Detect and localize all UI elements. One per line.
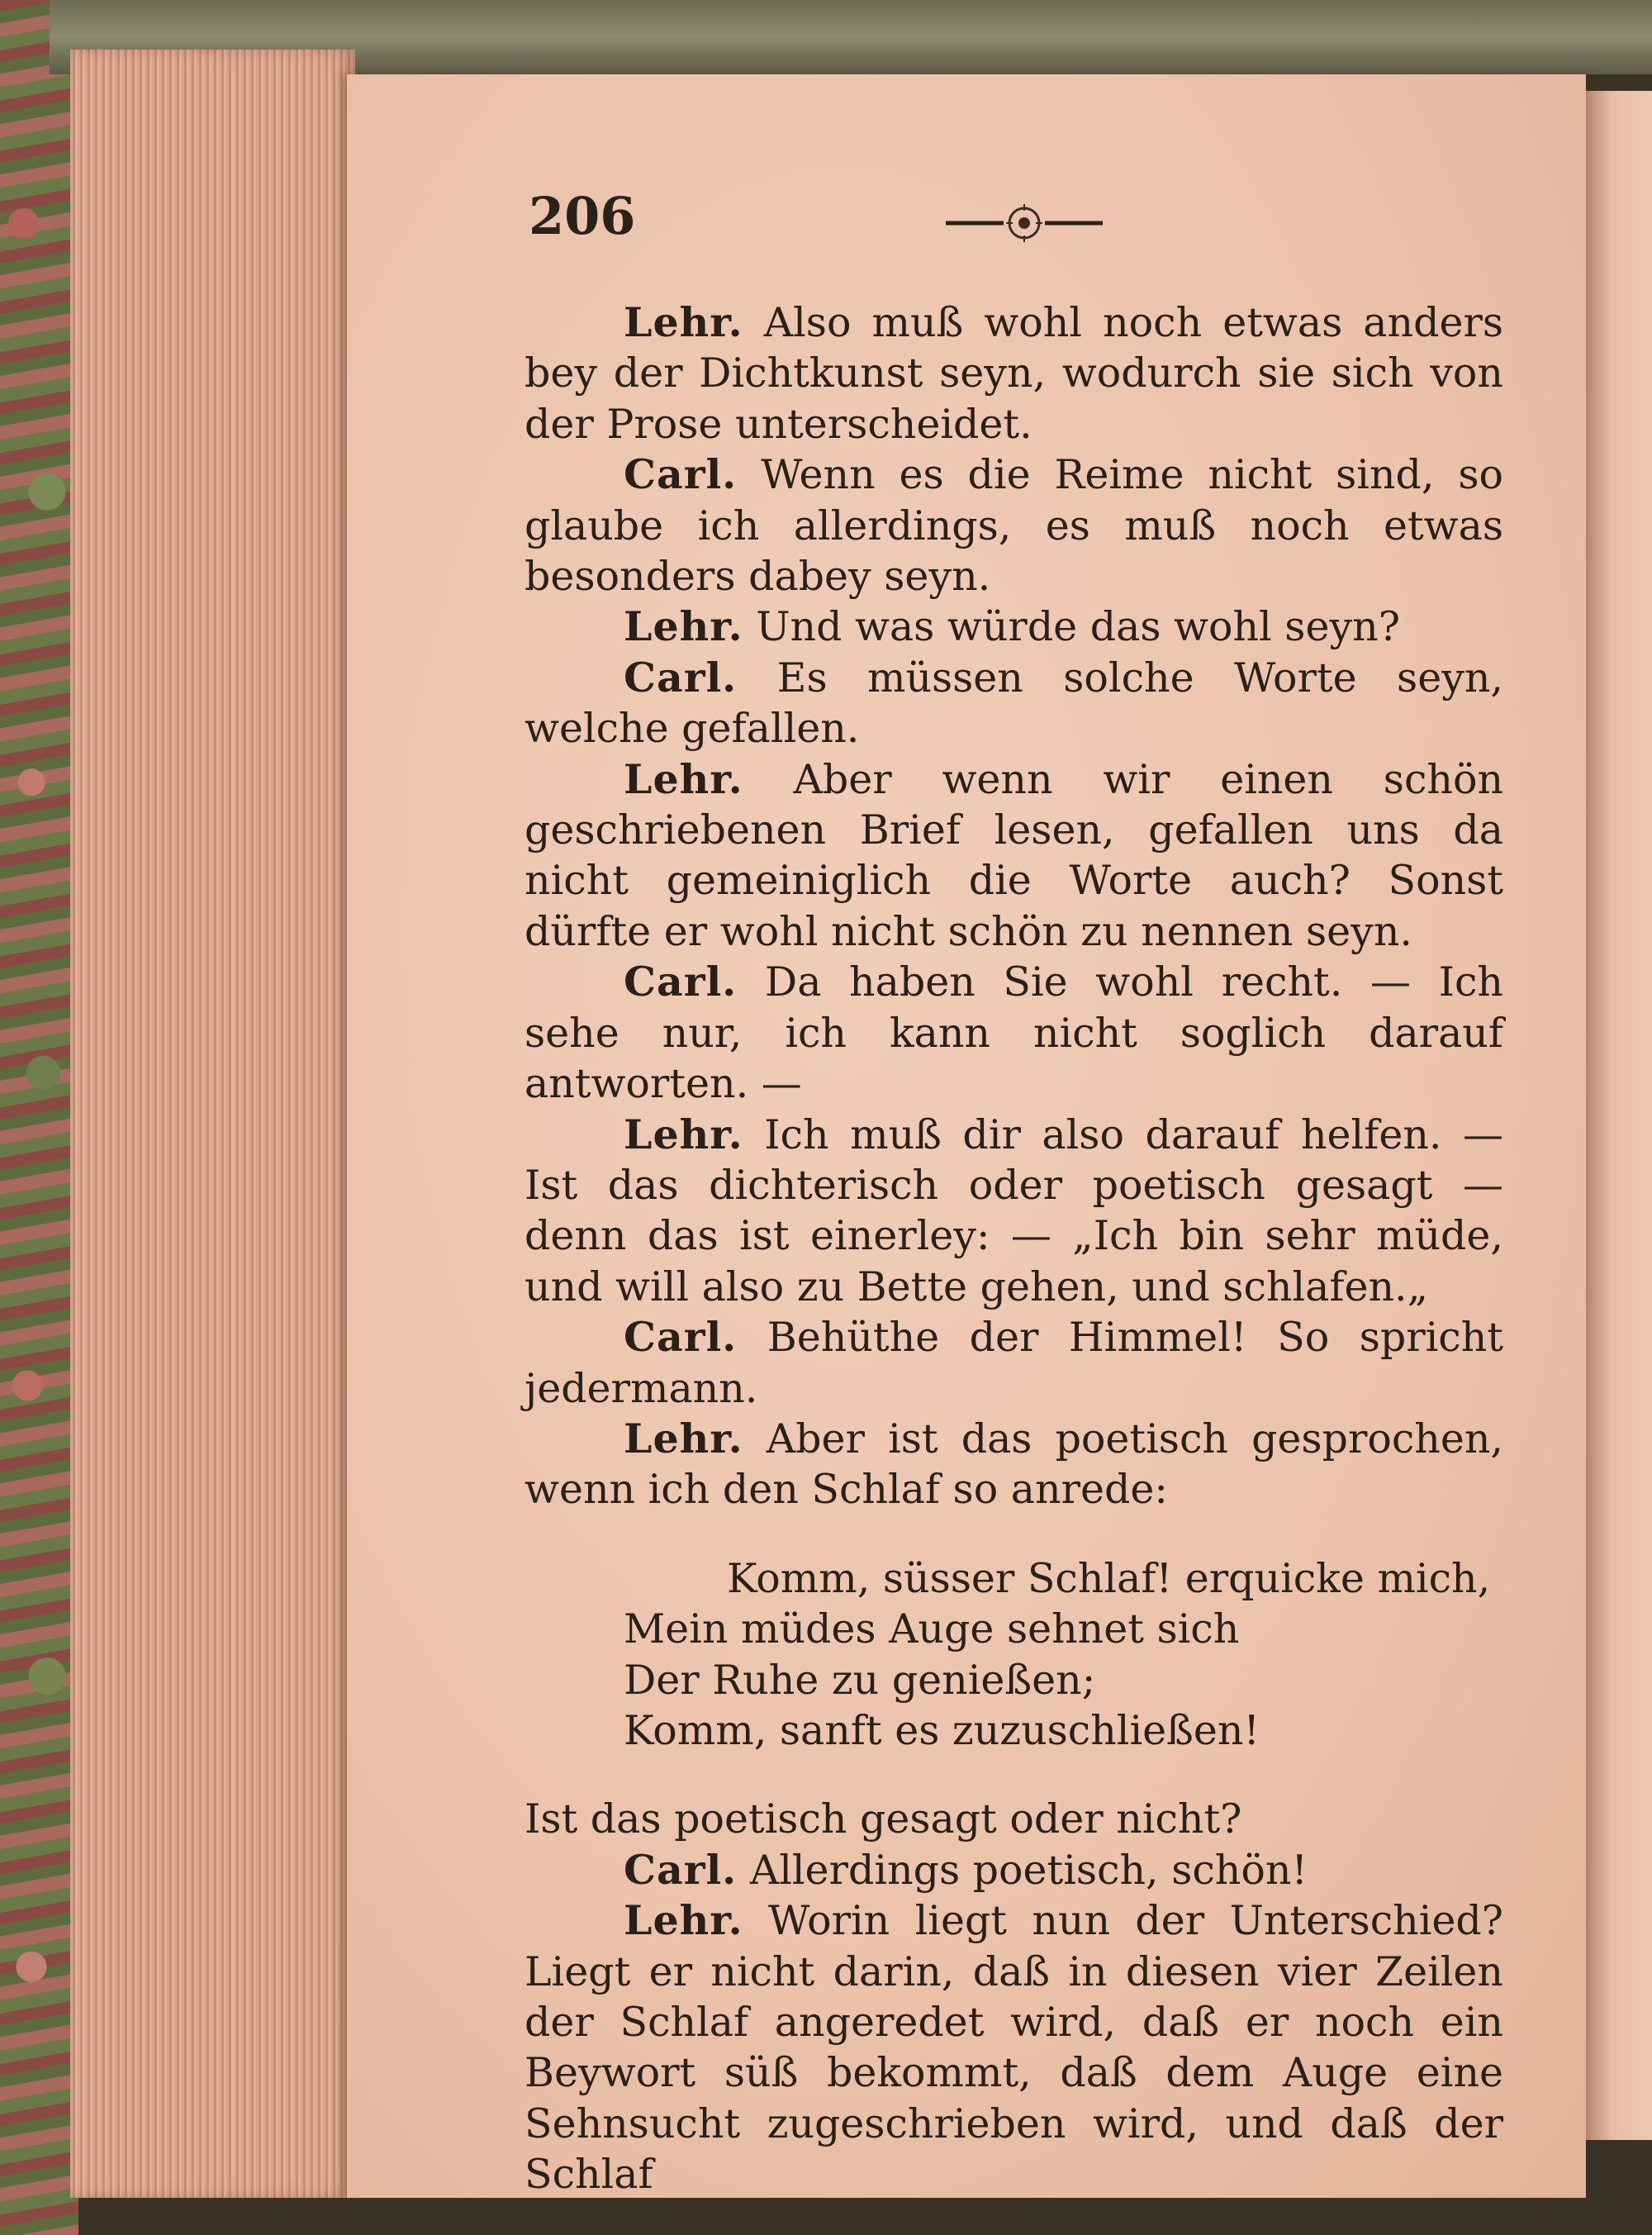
dialogue-paragraph bbox=[525, 1414, 1503, 1515]
dialogue-text: Und was würde das wohl seyn? bbox=[756, 603, 1400, 651]
speaker-name: Lehr. bbox=[624, 602, 743, 651]
verse-line: Komm, süsser Schlaf! erquicke mich, bbox=[727, 1554, 1491, 1602]
dialogue-paragraph bbox=[525, 1312, 1503, 1414]
speaker-name: Carl. bbox=[624, 450, 738, 499]
ornament-icon bbox=[942, 202, 1107, 244]
dialogue-paragraph bbox=[525, 957, 1503, 1109]
speaker-name: Lehr. bbox=[624, 754, 743, 803]
speaker-name: Lehr. bbox=[624, 1414, 743, 1462]
dialogue-text: Aber wenn wir einen schön geschriebenen Brief lesen, gefallen uns da nicht gemeiniglich die Worte auch? Sonst dürfte er wohl nicht schön zu nennen seyn. bbox=[525, 755, 1504, 955]
dialogue-paragraph bbox=[525, 754, 1503, 958]
dialogue-text: Es müssen solche Worte seyn, welche gefallen. bbox=[525, 654, 1504, 753]
dialogue-paragraph bbox=[525, 653, 1503, 754]
marbled-cover bbox=[0, 0, 78, 2235]
verse-block bbox=[525, 1553, 1503, 1757]
facing-page-edge bbox=[1586, 91, 1652, 2140]
dialogue-text: Behüthe der Himmel! So spricht jedermann. bbox=[525, 1314, 1503, 1412]
dialogue-paragraph bbox=[525, 297, 1503, 449]
speaker-name: Carl. bbox=[624, 1845, 738, 1894]
dialogue-text: Ich muß dir also darauf helfen. — Ist das dichterisch oder poetisch gesagt — denn das ist einerley: — „Ich bin sehr müde, und will also zu Bette gehen, und schlafen.„ bbox=[525, 1110, 1504, 1310]
dialogue-text: Da haben Sie wohl recht. — Ich sehe nur, ich kann nicht soglich darauf antworten. — bbox=[525, 958, 1503, 1108]
dialogue-paragraph bbox=[525, 602, 1503, 652]
speaker-name: Carl. bbox=[624, 1313, 738, 1362]
speaker-name: Lehr. bbox=[624, 298, 743, 346]
body-line: Ist das poetisch gesagt oder nicht? bbox=[525, 1795, 1242, 1843]
dialogue-text: Worin liegt nun der Unterschied? Liegt er nicht darin, daß in diesen vier Zeilen der Schlaf angeredet wird, daß er noch ein Beywort süß bekommt, daß dem Auge eine Sehnsucht zugeschrieben wird, und daß der Schlaf bbox=[525, 1897, 1504, 2199]
page-edges bbox=[70, 50, 355, 2198]
page-number: 206 bbox=[529, 186, 636, 246]
dialogue-paragraph bbox=[525, 1845, 1503, 1895]
dialogue-paragraph bbox=[525, 1895, 1503, 2199]
dialogue-text: Aber ist das poetisch gesprochen, wenn ich den Schlaf so anrede: bbox=[525, 1415, 1504, 1514]
verse-line: Komm, sanft es zuzuschließen! bbox=[624, 1706, 1260, 1754]
dialogue-paragraph bbox=[525, 449, 1503, 602]
speaker-name: Carl. bbox=[624, 958, 738, 1006]
dialogue-text: Wenn es die Reime nicht sind, so glaube ich allerdings, es muß noch etwas besonders dabey seyn. bbox=[525, 451, 1504, 601]
dialogue-text: Also muß wohl noch etwas anders bey der Dichtkunst seyn, wodurch sie sich von der Prose unterscheidet. bbox=[525, 299, 1504, 448]
dialogue-paragraph bbox=[525, 1110, 1503, 1313]
verse-line: Mein müdes Auge sehnet sich bbox=[624, 1605, 1240, 1653]
page-header bbox=[529, 186, 1520, 260]
dialogue-text: Allerdings poetisch, schön! bbox=[749, 1846, 1308, 1894]
page-body bbox=[525, 297, 1503, 2200]
speaker-name: Carl. bbox=[624, 653, 738, 701]
verse-line: Der Ruhe zu genießen; bbox=[624, 1656, 1096, 1704]
speaker-name: Lehr. bbox=[624, 1896, 743, 1945]
speaker-name: Lehr. bbox=[624, 1110, 743, 1158]
